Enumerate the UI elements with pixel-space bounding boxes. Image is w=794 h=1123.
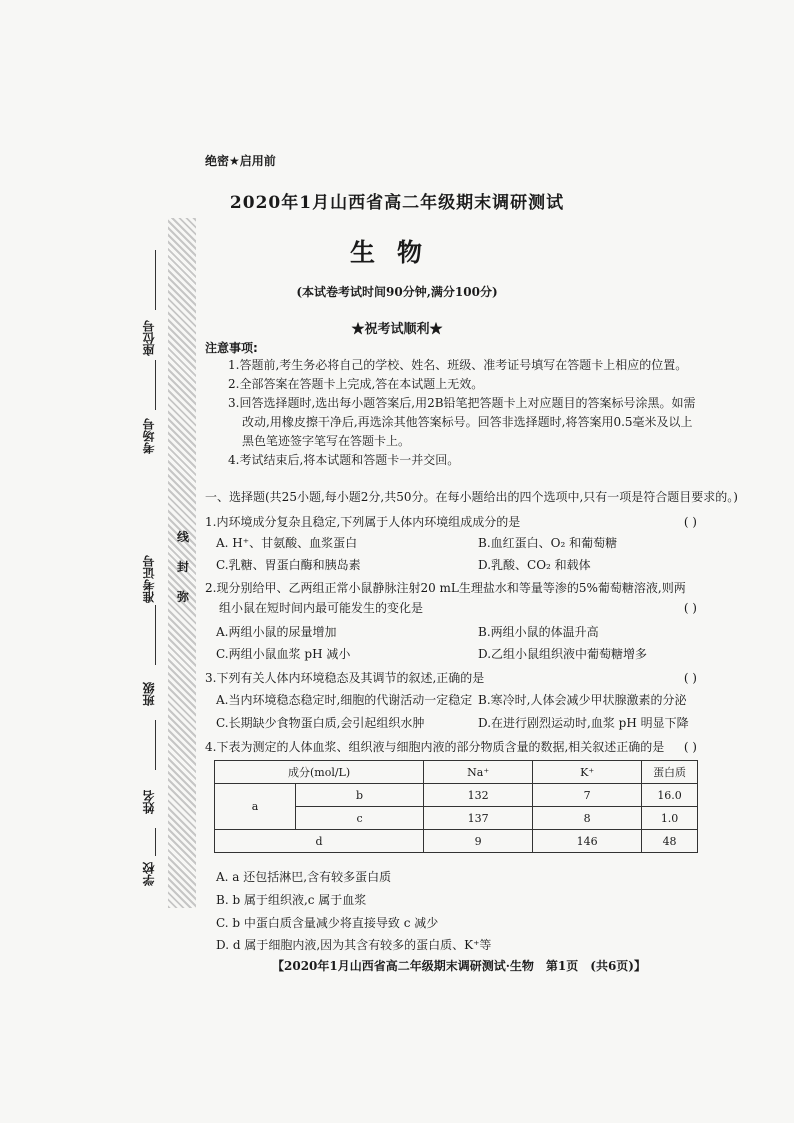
exam-title: 2020年1月山西省高二年级期末调研测试 bbox=[229, 193, 565, 213]
option-c: C.长期缺少食物蛋白质,会引起组织水肿 bbox=[216, 716, 425, 730]
answer-blank: ( ) bbox=[683, 740, 697, 754]
table-group-cell: a bbox=[215, 784, 296, 830]
good-luck-banner: ★祝考试顺利★ bbox=[351, 322, 443, 337]
table-header-row bbox=[215, 761, 698, 784]
table-cell: b bbox=[296, 784, 424, 807]
question-stem: 4.下表为测定的人体血浆、组织液与细胞内液的部分物质含量的数据,相关叙述正确的是 bbox=[205, 740, 665, 754]
table-cell: 7 bbox=[533, 784, 642, 807]
table-cell: 132 bbox=[424, 784, 533, 807]
ticket-number-line bbox=[155, 605, 156, 665]
notice-item-2: 2.全部答案在答题卡上完成,答在本试题上无效。 bbox=[228, 377, 484, 391]
question-1 bbox=[205, 512, 697, 532]
name-line bbox=[155, 828, 156, 856]
table-row bbox=[215, 784, 698, 807]
seat-number-field[interactable]: 座位号 bbox=[142, 320, 156, 356]
question-stem: 3.下列有关人体内环境稳态及其调节的叙述,正确的是 bbox=[205, 671, 485, 685]
table-cell: 146 bbox=[533, 830, 642, 853]
question-3 bbox=[205, 668, 697, 688]
option-a: A. a 还包括淋巴,含有较多蛋白质 bbox=[216, 870, 392, 884]
composition-table bbox=[214, 760, 698, 853]
seal-char-close: 弥 bbox=[177, 590, 190, 604]
option-b: B.两组小鼠的体温升高 bbox=[478, 625, 599, 639]
option-c: C. b 中蛋白质含量减少将直接导致 c 减少 bbox=[216, 916, 439, 930]
notice-item-4: 4.考试结束后,将本试题和答题卡一并交回。 bbox=[228, 453, 460, 467]
table-cell: c bbox=[296, 807, 424, 830]
room-number-field[interactable]: 考场号 bbox=[142, 418, 156, 454]
option-d: D. d 属于细胞内液,因为其含有较多的蛋白质、K⁺等 bbox=[216, 938, 492, 952]
table-cell: 8 bbox=[533, 807, 642, 830]
option-a: A.当内环境稳态稳定时,细胞的代谢活动一定稳定 bbox=[216, 693, 473, 707]
option-d: D.在进行剧烈运动时,血浆 pH 明显下降 bbox=[478, 716, 689, 730]
table-header-cell: K⁺ bbox=[533, 761, 642, 784]
table-header-cell: 成分(mol/L) bbox=[215, 761, 424, 784]
subject-title: 生物 bbox=[349, 238, 444, 267]
seal-char-seal: 封 bbox=[177, 560, 190, 574]
question-stem: 1.内环境成分复杂且稳定,下列属于人体内环境组成成分的是 bbox=[205, 515, 521, 529]
table-cell: d bbox=[215, 830, 424, 853]
option-c: C.两组小鼠血浆 pH 减小 bbox=[216, 647, 351, 661]
table-cell: 1.0 bbox=[642, 807, 698, 830]
option-b: B.寒冷时,人体会减少甲状腺激素的分泌 bbox=[478, 693, 687, 707]
answer-blank: ( ) bbox=[683, 515, 697, 529]
option-a: A.两组小鼠的尿量增加 bbox=[216, 625, 337, 639]
question-4 bbox=[205, 737, 697, 757]
question-2 bbox=[205, 578, 697, 618]
exam-duration: (本试卷考试时间90分钟,满分100分) bbox=[296, 285, 498, 299]
option-b: B.血红蛋白、O₂ 和葡萄糖 bbox=[478, 536, 618, 550]
option-d: D.乳酸、CO₂ 和载体 bbox=[478, 558, 591, 572]
table-cell: 48 bbox=[642, 830, 698, 853]
ticket-number-field[interactable]: 准考证号 bbox=[142, 555, 156, 603]
option-a: A. H⁺、甘氨酸、血浆蛋白 bbox=[216, 536, 358, 550]
table-header-cell: 蛋白质 bbox=[642, 761, 698, 784]
option-b: B. b 属于组织液,c 属于血浆 bbox=[216, 893, 367, 907]
table-cell: 9 bbox=[424, 830, 533, 853]
name-field[interactable]: 姓名 bbox=[142, 790, 156, 814]
option-d: D.乙组小鼠组织液中葡萄糖增多 bbox=[478, 647, 648, 661]
table-cell: 137 bbox=[424, 807, 533, 830]
confidential-mark: 绝密★启用前 bbox=[205, 154, 276, 168]
section-heading: 一、选择题(共25小题,每小题2分,共50分。在每小题给出的四个选项中,只有一项是符合题目要求的。) bbox=[205, 490, 738, 504]
answer-blank: ( ) bbox=[683, 671, 697, 685]
room-number-line bbox=[155, 360, 156, 410]
question-stem: 2.现分别给甲、乙两组正常小鼠静脉注射20 mL生理盐水和等量等渗的5%葡萄糖溶液,则两组小鼠在短时间内最可能发生的变化是 bbox=[205, 581, 686, 615]
notice-item-1: 1.答题前,考生务必将自己的学校、姓名、班级、准考证号填写在答题卡上相应的位置。 bbox=[228, 358, 688, 372]
class-field[interactable]: 班级 bbox=[142, 682, 156, 706]
seal-char-line: 线 bbox=[177, 530, 190, 544]
table-cell: 16.0 bbox=[642, 784, 698, 807]
option-c: C.乳糖、胃蛋白酶和胰岛素 bbox=[216, 558, 361, 572]
school-field[interactable]: 学校 bbox=[142, 862, 156, 886]
notice-title: 注意事项: bbox=[205, 341, 258, 355]
class-line bbox=[155, 720, 156, 770]
table-header-cell: Na⁺ bbox=[424, 761, 533, 784]
notice-item-3: 3.回答选择题时,选出每小题答案后,用2B铅笔把答题卡上对应题目的答案标号涂黑。如需改动,用橡皮擦干净后,再选涂其他答案标号。回答非选择题时,将答案用0.5毫米及以上黑色笔迹签字笔写在答题卡上。 bbox=[228, 396, 696, 448]
table-row bbox=[215, 830, 698, 853]
answer-blank: ( ) bbox=[683, 601, 697, 615]
page-footer: 【2020年1月山西省高二年级期末调研测试·生物 第1页 (共6页)】 bbox=[272, 959, 646, 973]
